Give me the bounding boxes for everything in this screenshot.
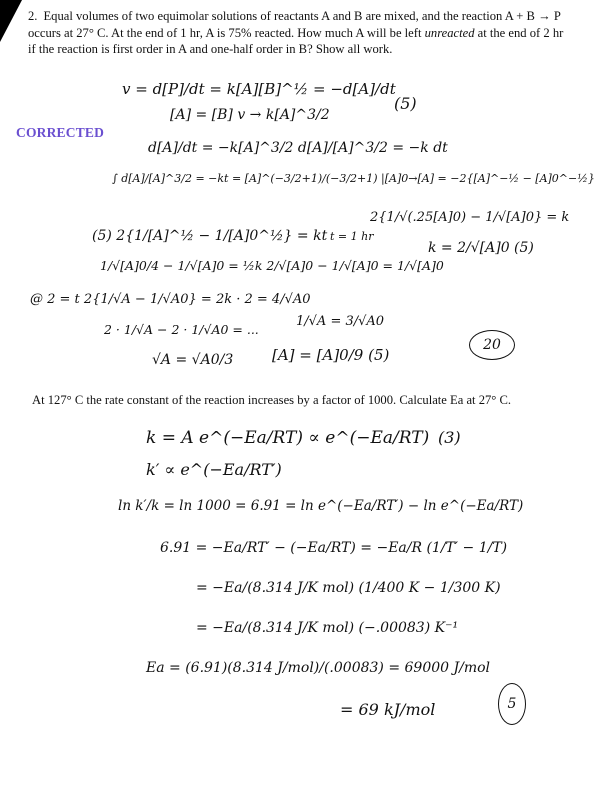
step-b-line: (5) 2{1/[A]^½ − 1/[A]0^½} = kt [92, 228, 328, 244]
rate-law-line: v = d[P]/dt = k[A][B]^½ = −d[A]/dt [122, 80, 396, 98]
step-d-line: 1/√[A]0/4 − 1/√[A]0 = ½k 2/√[A]0 − 1/√[A]0 = 1/√[A]0 [100, 258, 444, 273]
question-2-text: At 127° C the rate constant of the reaction increases by a factor of 1000. Calculate Ea at 27° C. [32, 393, 512, 407]
arrhenius-line: k = A e^(−Ea/RT) ∝ e^(−Ea/RT) [146, 428, 430, 448]
score-5-value: 5 [507, 696, 517, 712]
points-3: (3) [438, 428, 461, 447]
differential-line: d[A]/dt = −k[A]^3/2 d[A]/[A]^3/2 = −k dt [148, 140, 448, 156]
corrected-stamp: CORRECTED [16, 125, 105, 140]
final-answer-line: [A] = [A]0/9 (5) [272, 346, 390, 364]
score-20-value: 20 [483, 337, 501, 353]
eq1-line: 6.91 = −Ea/RT′ − (−Ea/RT) = −Ea/R (1/T′ − 1/T) [160, 540, 508, 556]
k-result: k = 2/√[A]0 (5) [428, 240, 534, 256]
step-e-line: 1/√A = 3/√A0 [296, 314, 385, 329]
ea-kj-line: = 69 kJ/mol [340, 700, 436, 719]
ea-line: Ea = (6.91)(8.314 J/mol)/(.00083) = 69000 J/mol [146, 660, 491, 676]
points-5-a: (5) [394, 94, 417, 113]
ln-ratio-line: ln k′/k = ln 1000 = 6.91 = ln e^(−Ea/RT′) − ln e^(−Ea/RT) [118, 498, 524, 514]
kprime-line: k′ ∝ e^(−Ea/RT′) [146, 460, 282, 479]
t-equals-1hr: t = 1 hr [330, 230, 374, 243]
final-sqrt-line: √A = √A0/3 [152, 352, 234, 368]
page-corner-mark [0, 0, 22, 42]
unreacted-emphasis: unreacted [424, 25, 475, 40]
question-1 [28, 8, 568, 58]
step-c-line: 2{1/√(.25[A]0) − 1/√[A]0} = k [370, 210, 570, 225]
question-2 [32, 392, 572, 409]
integral-line: ∫ d[A]/[A]^3/2 = −kt = [A]^(−3/2+1)/(−3/2+1) |[A]0→[A] = −2{[A]^−½ − [A]0^−½} [112, 172, 595, 185]
question-number: 2. [28, 9, 38, 23]
eq3-line: = −Ea/(8.314 J/K mol) (−.00083) K⁻¹ [196, 620, 459, 636]
step-f-line: 2 · 1/√A − 2 · 1/√A0 = ... [104, 322, 259, 337]
at-t2-line: @ 2 = t 2{1/√A − 1/√A0} = 2k · 2 = 4/√A0 [30, 292, 311, 307]
equal-conc-line: [A] = [B] v → k[A]^3/2 [170, 107, 330, 123]
score-circle-5 [498, 683, 526, 725]
question-1-text: Equal volumes of two equimolar solutions of reactants A and B are mixed, and the reaction A + B → P occurs at 27° C. At the end of 1 hr, A is 75% reacted. How much A will be left unreacted at the end of 2 hr if the reaction is first order in A and one-half order in B? Show all work. [28, 9, 564, 56]
score-circle-20 [469, 330, 515, 360]
eq2-line: = −Ea/(8.314 J/K mol) (1/400 K − 1/300 K) [196, 580, 501, 596]
